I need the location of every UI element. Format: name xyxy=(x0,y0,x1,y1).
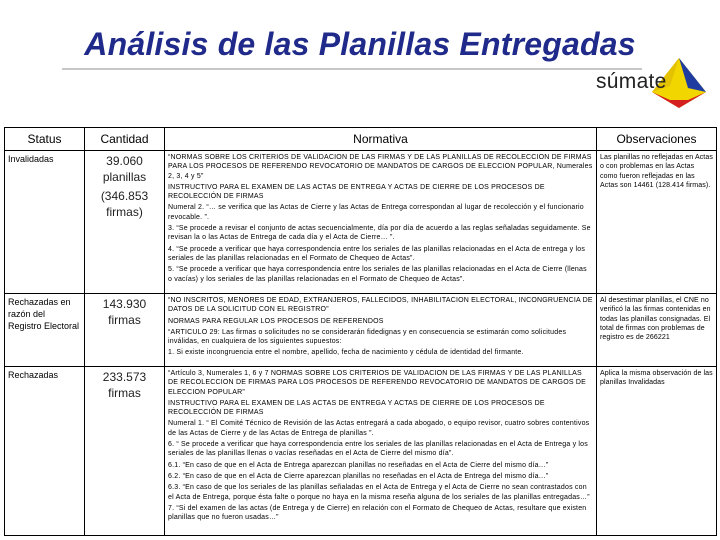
row-cantidad xyxy=(85,367,165,536)
normativa-paragraph: 6.2. “En caso de que en el Acta de Cierre aparezcan planillas no reseñadas en el Acta de Entrega del mismo día…” xyxy=(168,472,549,480)
cantidad-line: 39.060 planillas xyxy=(102,154,147,184)
row-cantidad xyxy=(85,151,165,294)
title-divider xyxy=(62,68,642,70)
normativa-paragraph: 6.1. “En caso de que en el Acta de Entrega aparezcan planillas no reseñadas en el Acta de Cierre del mismo día…” xyxy=(168,461,549,469)
cantidad-line: 143.930 firmas xyxy=(102,297,147,327)
header-normativa: Normativa xyxy=(165,128,597,151)
normativa-paragraph: 1. Si existe incongruencia entre el nombre, apellido, fecha de nacimiento y cédula de identidad del firmante. xyxy=(168,349,524,357)
page-title: Análisis de las Planillas Entregadas xyxy=(84,26,636,62)
normativa-paragraph: 5. “Se procede a verificar que haya correspondencia entre los seriales de las planillas relacionadas en el Acta de Cierre (llenas o vacías) y los seriales de las planillas relacionadas en el Formato de Chequeo de Actas”. xyxy=(168,266,587,283)
sumate-logo-text: súmate xyxy=(596,70,667,93)
normativa-paragraph: 7. “Si del examen de las actas (de Entrega y de Cierre) en relación con el Formato de Chequeo de Actas, resultare que existen planillas que no fueron usadas…” xyxy=(168,504,587,522)
row-normativa xyxy=(165,151,597,294)
normativa-paragraph: “Artículo 3, Numerales 1, 6 y 7 NORMAS SOBRE LOS CRITERIOS DE VALIDACION DE LAS FIRMAS Y DE LAS PLANILLAS DE RECOLECCION DE FIRMAS PARA LOS PROCESOS DE REFERENDO REVOCATORIO DE MANDATOS DE CARGOS DE ELECCION POPULAR” xyxy=(168,370,586,396)
row-status: Invalidadas xyxy=(5,151,85,294)
normativa-paragraph: 6. “ Se procede a verificar que haya correspondencia entre los seriales de las planillas relacionadas en el Acta de Entrega y los seriales de las planillas llenas o vacías reseñadas en el Acta de Cierre del mismo día”. xyxy=(168,441,588,458)
row-status: Rechazadas en razón del Registro Electoral xyxy=(5,294,85,367)
normativa-paragraph: “NORMAS SOBRE LOS CRITERIOS DE VALIDACION DE LAS FIRMAS Y DE LAS PLANILLAS DE RECOLECCION DE FIRMAS PARA LOS PROCESOS DE REFERENDO REVOCATORIO DE MANDATOS DE CARGOS DE ELECCION POPULAR, Numerales 2, 3, 4 y 5” xyxy=(168,154,593,180)
header-cantidad: Cantidad xyxy=(85,128,165,151)
row-observaciones: Al desestimar planillas, el CNE no verificó la las firmas contenidas en todas las planillas consignadas. El total de firmas con problemas de registro es de 266221 xyxy=(597,294,717,367)
table-header-row xyxy=(5,128,717,151)
normativa-paragraph: Numeral 2. “… se verifica que las Actas de Cierre y las Actas de Entrega correspondan al lugar de recolección y el funcionario revocable. ”. xyxy=(168,204,584,221)
table-row xyxy=(5,367,717,536)
cantidad-line: 233.573 firmas xyxy=(102,370,147,400)
row-normativa xyxy=(165,367,597,536)
normativa-paragraph: INSTRUCTIVO PARA EL EXAMEN DE LAS ACTAS DE ENTREGA Y ACTAS DE CIERRE DE LOS PROCESOS DE RECOLECCIÓN DE FIRMAS xyxy=(168,183,545,201)
cantidad-line: (346.853 firmas) xyxy=(100,189,149,219)
normativa-paragraph: 6.3. “En caso de que los seriales de las planillas señaladas en el Acta de Entrega y el Acta de Cierre no sean contrastados con el Acta de Entrega, porque ésta falte o porque no haya en la misma reseña alguna de los seriales de las planillas entregadas…” xyxy=(168,484,590,501)
normativa-paragraph: 3. “Se procede a revisar el conjunto de actas secuencialmente, día por día de acuerdo a las reglas señaladas seguidamente. Se revisan la o las Actas de Entrega de cada día y el Acta de Cierre… ”. xyxy=(168,225,591,242)
normativa-paragraph: 4. “Se procede a verificar que haya correspondencia entre los seriales de las planillas relacionadas en el Acta de entrega y los seriales de las planillas relacionadas en el Formato de Chequeo de Actas”. xyxy=(168,245,586,262)
normativa-paragraph: NORMAS PARA REGULAR LOS PROCESOS DE REFERENDOS xyxy=(168,317,384,325)
table-row xyxy=(5,294,717,367)
row-status: Rechazadas xyxy=(5,367,85,536)
row-observaciones: Las planillas no reflejadas en Actas o con problemas en las Actas como fueron reflejadas en las Actas son 14461 (128.414 firmas). xyxy=(597,151,717,294)
normativa-paragraph: Numeral 1. “ El Comité Técnico de Revisión de las Actas entregará a cada abogado, o equipo revisor, cuatro sobres contentivos de las Actas de Cierre y de las Actas de Entrega de planillas ”. xyxy=(168,420,590,437)
row-normativa xyxy=(165,294,597,367)
table-row xyxy=(5,151,717,294)
analysis-table xyxy=(4,127,717,536)
row-cantidad xyxy=(85,294,165,367)
normativa-paragraph: INSTRUCTIVO PARA EL EXAMEN DE LAS ACTAS DE ENTREGA Y ACTAS DE CIERRE DE LOS PROCESOS DE RECOLECCIÓN DE FIRMAS xyxy=(168,399,545,417)
normativa-paragraph: “NO INSCRITOS, MENORES DE EDAD, EXTRANJEROS, FALLECIDOS, INHABILITACION ELECTORAL, INCONGRUENCIA DE DATOS DE LA SOLICITUD CON EL REGISTRO” xyxy=(168,297,593,314)
header-status: Status xyxy=(5,128,85,151)
row-observaciones: Aplica la misma observación de las planillas Invalidadas xyxy=(597,367,717,536)
header-observaciones: Observaciones xyxy=(597,128,717,151)
normativa-paragraph: “ARTICULO 29: Las firmas o solicitudes no se considerarán fidedignas y en consecuencia se estimarán como solicitudes inválidas, en cualquiera de los siguientes supuestos: xyxy=(168,328,567,346)
